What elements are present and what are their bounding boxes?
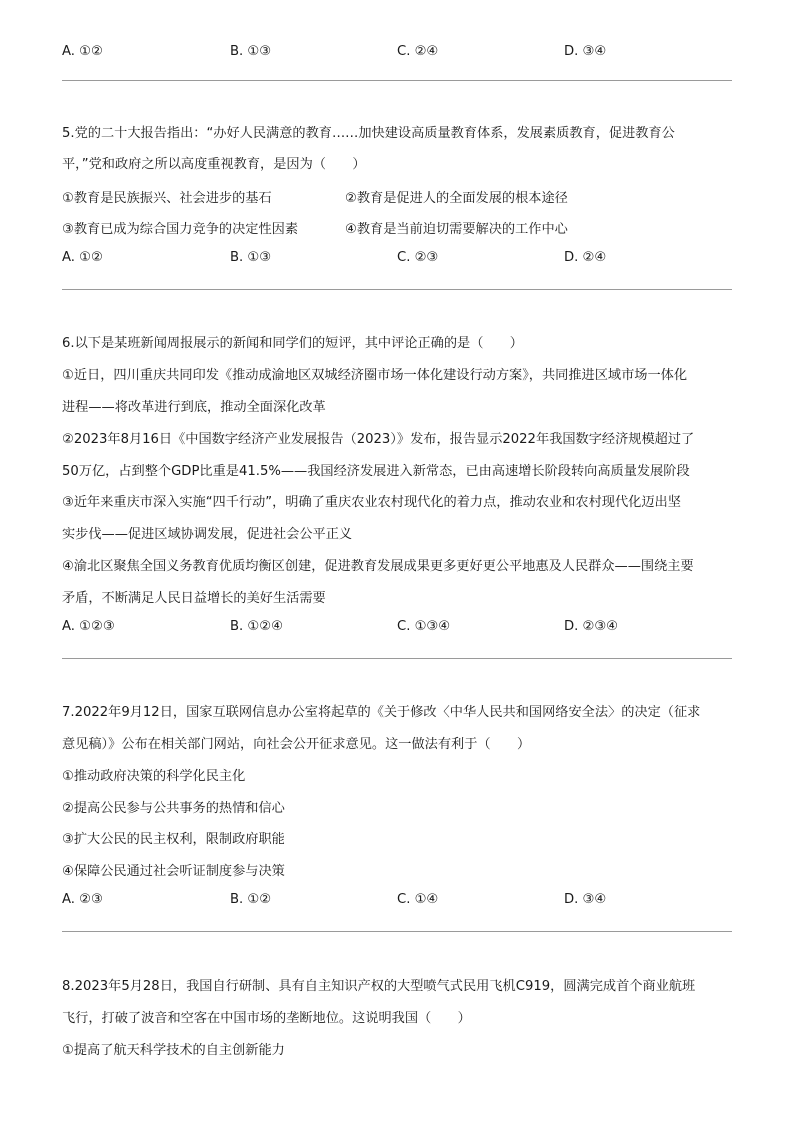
q6-line-3: ②2023年8月16日《中国数字经济产业发展报告（2023）》发布，报告显示2022年我国数字经济规模超过了 [62, 432, 695, 447]
divider [62, 658, 732, 659]
q5-item-3: ③教育已成为综合国力竞争的决定性因素 [62, 222, 299, 237]
q4-option-c: C. ②④ [397, 44, 439, 59]
q5-item-2: ②教育是促进人的全面发展的根本途径 [345, 191, 568, 206]
q7-item-4: ④保障公民通过社会听证制度参与决策 [62, 864, 285, 879]
q6-line-6: 实步伐——促进区域协调发展，促进社会公平正义 [62, 527, 353, 542]
q5-stem-line-1: 5.党的二十大报告指出：“办好人民满意的教育……加快建设高质量教育体系，发展素质教育，促进教育公 [62, 126, 675, 141]
q4-option-b: B. ①③ [230, 44, 272, 59]
q8-stem-line-2: 飞行，打破了波音和空客在中国市场的垄断地位。这说明我国（ ） [62, 1011, 471, 1026]
q6-option-a: A. ①②③ [62, 619, 115, 634]
q7-option-d: D. ③④ [564, 892, 607, 907]
q7-stem-line-1: 7.2022年9月12日，国家互联网信息办公室将起草的《关于修改〈中华人民共和国网络安全法〉的决定（征求 [62, 705, 701, 720]
q6-option-c: C. ①③④ [397, 619, 451, 634]
q4-options [62, 44, 742, 64]
q7-option-a: A. ②③ [62, 892, 103, 907]
q6-line-4: 50万亿，占到整个GDP比重是41.5%——我国经济发展进入新常态，已由高速增长阶段转向高质量发展阶段 [62, 464, 690, 479]
q8-stem-line-1: 8.2023年5月28日，我国自行研制、具有自主知识产权的大型喷气式民用飞机C919，圆满完成首个商业航班 [62, 979, 696, 994]
divider [62, 931, 732, 932]
q6-line-1: ①近日，四川重庆共同印发《推动成渝地区双城经济圈市场一体化建设行动方案》，共同推进区域市场一体化 [62, 368, 688, 383]
q6-stem: 6.以下是某班新闻周报展示的新闻和同学们的短评，其中评论正确的是（ ） [62, 336, 523, 351]
q6-line-7: ④渝北区聚焦全国义务教育优质均衡区创建，促进教育发展成果更多更好更公平地惠及人民群众——围绕主要 [62, 559, 694, 574]
divider [62, 80, 732, 81]
q5-item-4: ④教育是当前迫切需要解决的工作中心 [345, 222, 568, 237]
q8-item-1: ①提高了航天科学技术的自主创新能力 [62, 1043, 285, 1058]
q7-option-b: B. ①② [230, 892, 272, 907]
q6-line-2: 进程——将改革进行到底，推动全面深化改革 [62, 400, 326, 415]
q5-option-b: B. ①③ [230, 250, 272, 265]
q6-option-d: D. ②③④ [564, 619, 619, 634]
q5-option-a: A. ①② [62, 250, 103, 265]
divider [62, 289, 732, 290]
q7-option-c: C. ①④ [397, 892, 439, 907]
q7-options [62, 892, 742, 912]
q5-option-d: D. ②④ [564, 250, 607, 265]
q5-options [62, 250, 742, 270]
q5-stem-line-2: 平，”党和政府之所以高度重视教育，是因为（ ） [62, 157, 366, 172]
q5-item-1: ①教育是民族振兴、社会进步的基石 [62, 191, 272, 206]
q7-stem-line-2: 意见稿）》公布在相关部门网站，向社会公开征求意见。这一做法有利于（ ） [62, 737, 531, 752]
q6-line-8: 矛盾，不断满足人民日益增长的美好生活需要 [62, 591, 326, 606]
q6-line-5: ③近年来重庆市深入实施“四千行动”，明确了重庆农业农村现代化的着力点，推动农业和农村现代化迈出坚 [62, 495, 681, 510]
q7-item-1: ①推动政府决策的科学化民主化 [62, 769, 246, 784]
q7-item-2: ②提高公民参与公共事务的热情和信心 [62, 801, 285, 816]
q4-option-a: A. ①② [62, 44, 103, 59]
q6-option-b: B. ①②④ [230, 619, 283, 634]
q7-item-3: ③扩大公民的民主权利，限制政府职能 [62, 832, 285, 847]
q6-options [62, 619, 742, 639]
q5-option-c: C. ②③ [397, 250, 439, 265]
q4-option-d: D. ③④ [564, 44, 607, 59]
